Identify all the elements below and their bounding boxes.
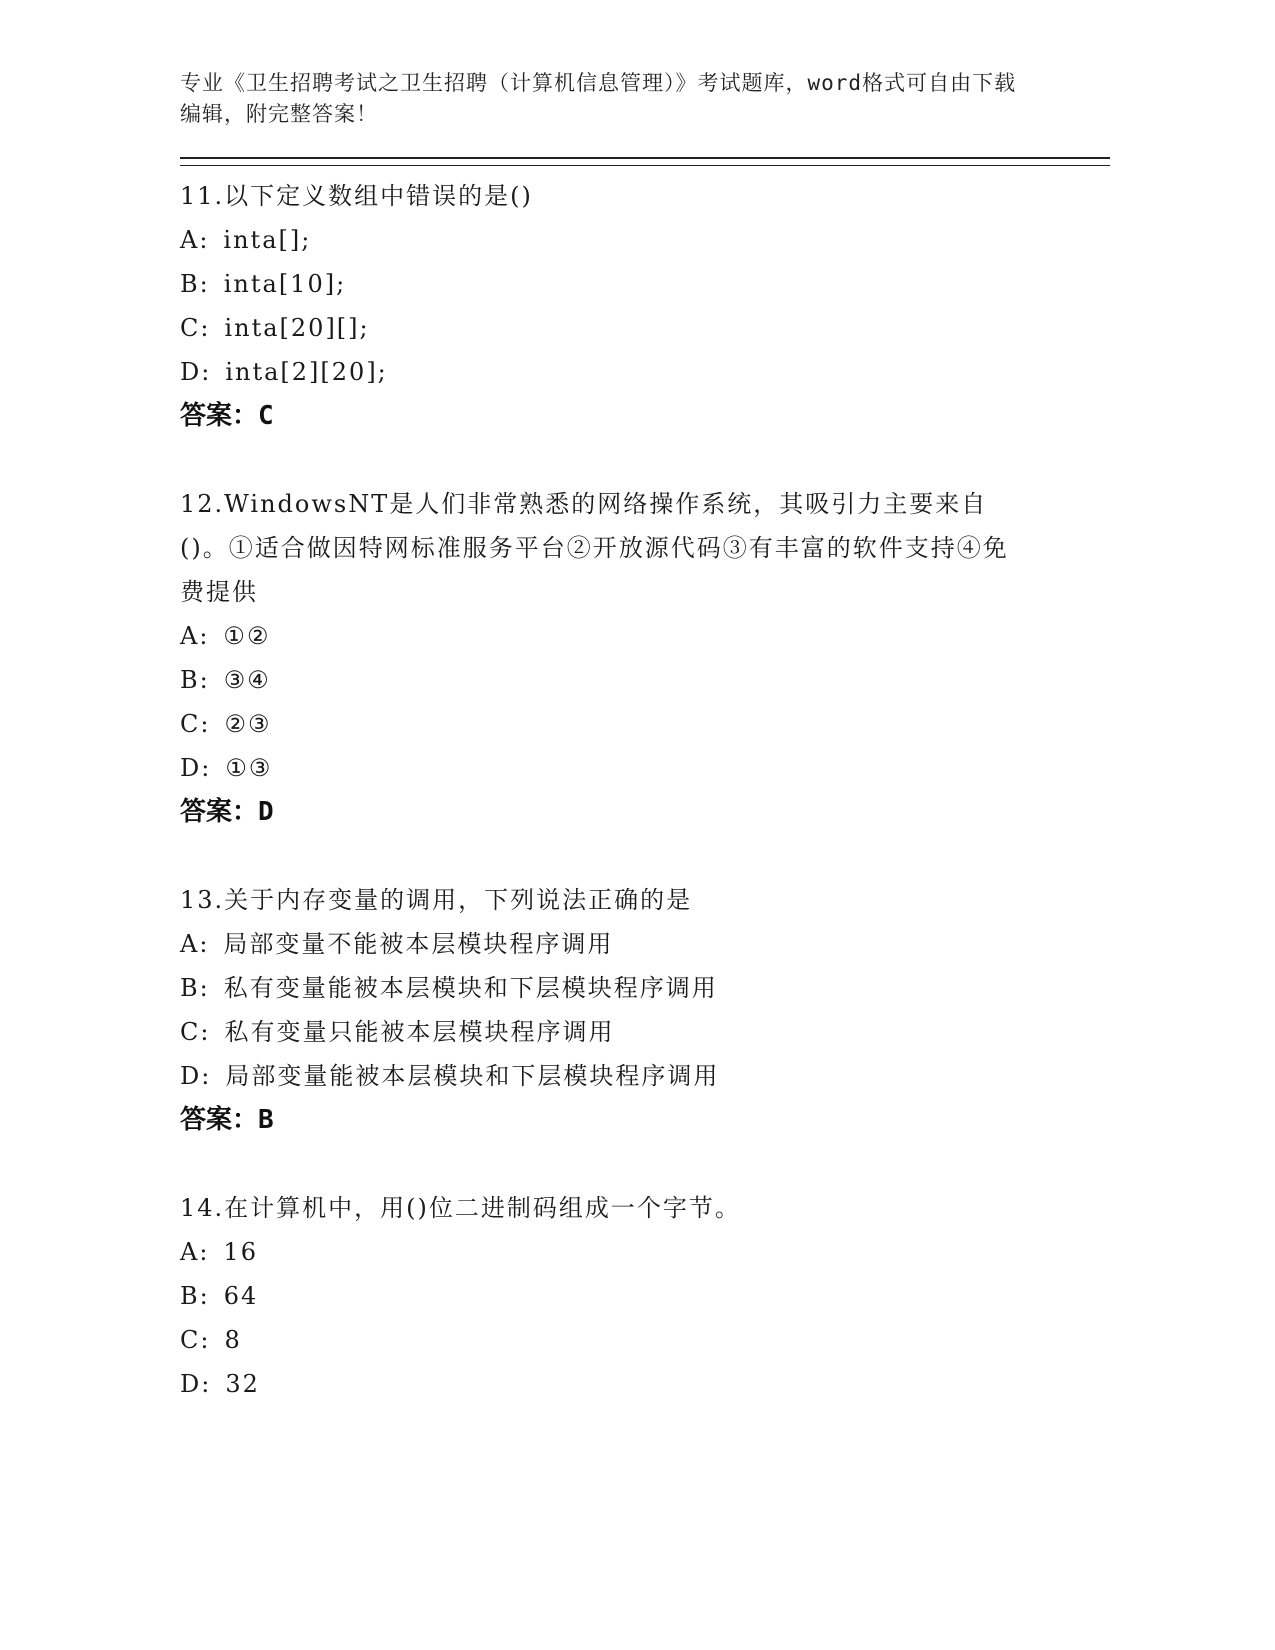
- option-text: 私有变量只能被本层模块程序调用: [224, 1018, 615, 1046]
- question-stem: 13.关于内存变量的调用，下列说法正确的是: [180, 886, 693, 914]
- question-stem: 14.在计算机中，用()位二进制码组成一个字节。: [180, 1194, 741, 1222]
- answer-label: 答案：B: [180, 1105, 274, 1135]
- option-text: 局部变量能被本层模块和下层模块程序调用: [225, 1062, 720, 1090]
- option-key: A:: [180, 622, 210, 650]
- option-c: [180, 702, 1110, 746]
- option-c: [180, 306, 1110, 350]
- option-text: 私有变量能被本层模块和下层模块程序调用: [223, 974, 718, 1002]
- option-key: B:: [180, 1282, 210, 1310]
- option-text: ①②: [223, 622, 271, 650]
- option-b: [180, 1274, 1110, 1318]
- option-a: [180, 614, 1110, 658]
- option-key: C:: [180, 710, 211, 738]
- option-a: [180, 1230, 1110, 1274]
- option-text: ②③: [224, 710, 272, 738]
- question-stem: 12.WindowsNT是人们非常熟悉的网络操作系统，其吸引力主要来自()。①适合做因特网标准服务平台②开放源代码③有丰富的软件支持④免费提供: [180, 490, 1009, 606]
- option-key: D:: [180, 1062, 212, 1090]
- option-d: [180, 1362, 1110, 1406]
- option-text: inta[10];: [223, 270, 347, 298]
- option-b: [180, 658, 1110, 702]
- answer-label: 答案：D: [180, 797, 274, 827]
- option-text: inta[2][20];: [225, 358, 388, 386]
- option-a: [180, 922, 1110, 966]
- header-divider: [180, 157, 1110, 166]
- question-13: [180, 878, 1110, 1142]
- document-page: [180, 68, 1110, 1450]
- option-key: D:: [180, 1370, 212, 1398]
- option-text: 32: [225, 1370, 260, 1398]
- option-c: [180, 1010, 1110, 1054]
- option-key: D:: [180, 754, 212, 782]
- option-key: B:: [180, 666, 210, 694]
- question-14: [180, 1186, 1110, 1406]
- option-key: C:: [180, 1326, 211, 1354]
- question-list: [180, 174, 1110, 1406]
- option-text: 64: [223, 1282, 259, 1310]
- option-key: B:: [180, 974, 210, 1002]
- question-11: [180, 174, 1110, 438]
- option-d: [180, 350, 1110, 394]
- option-b: [180, 262, 1110, 306]
- option-d: [180, 1054, 1110, 1098]
- option-key: A:: [180, 1238, 210, 1266]
- option-text: ③④: [223, 666, 271, 694]
- option-a: [180, 218, 1110, 262]
- document-header: 专业《卫生招聘考试之卫生招聘（计算机信息管理）》考试题库，word格式可自由下载编辑，附完整答案！: [180, 71, 1017, 126]
- option-text: 16: [223, 1238, 258, 1266]
- question-12: [180, 482, 1110, 834]
- option-key: B:: [180, 270, 210, 298]
- option-text: ①③: [225, 754, 273, 782]
- option-key: D:: [180, 358, 212, 386]
- option-text: inta[];: [223, 226, 312, 254]
- question-stem: 11.以下定义数组中错误的是(): [180, 182, 533, 210]
- option-text: 局部变量不能被本层模块程序调用: [223, 930, 614, 958]
- option-key: C:: [180, 314, 211, 342]
- option-c: [180, 1318, 1110, 1362]
- option-d: [180, 746, 1110, 790]
- answer-label: 答案：C: [180, 401, 274, 431]
- option-text: 8: [224, 1326, 242, 1354]
- option-key: A:: [180, 930, 210, 958]
- option-key: A:: [180, 226, 210, 254]
- option-b: [180, 966, 1110, 1010]
- option-key: C:: [180, 1018, 211, 1046]
- option-text: inta[20][];: [224, 314, 370, 342]
